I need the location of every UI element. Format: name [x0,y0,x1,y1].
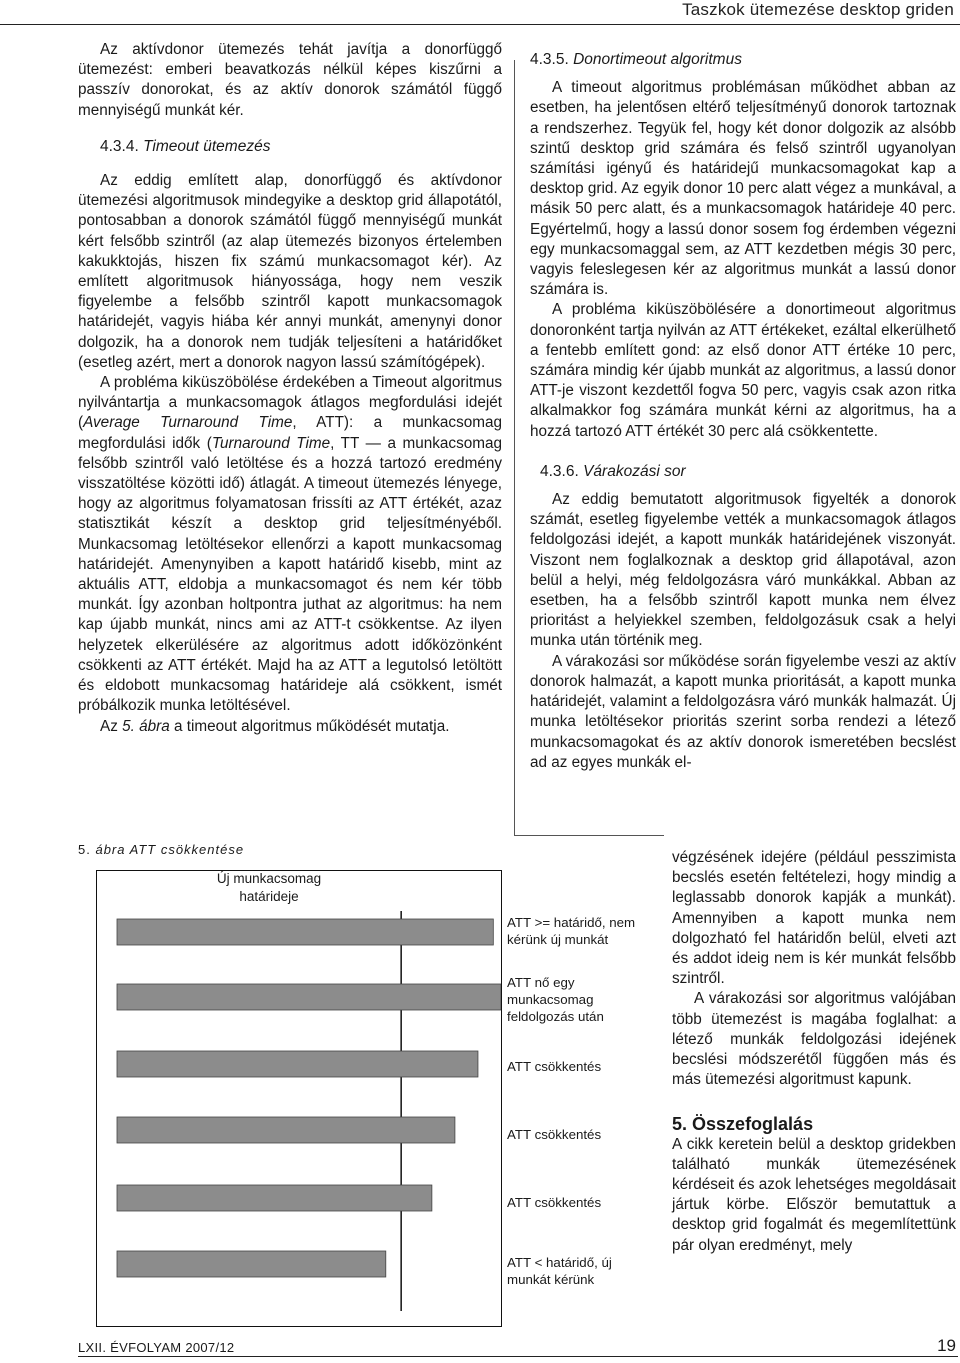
queue-paragraph-1: Az eddig bemutatott algoritmusok figyelték a donorok számát, esetleg figyelembe vették a munkacsomagok átlagos feldolgozási idejét, a kapott munkák határidejének viszonyát. Viszont nem foglalkoznak a desktop grid állapotával, azon belül a helyi, még feldolgozásra váró munkákkal. Abban az esetben, ha a felsőbb szintről kapott munka nem élvez prioritást a helyiekkel szemben, feldolgozásuk csak a helyi munka után történik meg. [530,491,956,650]
queue-paragraph-3: A várakozási sor algoritmus valójában több ütemezést is magába foglalhat: a létező munkák feldolgozási idejének becslési módszerétől függően más és más ütemezési algoritmust kapunk. [672,990,956,1089]
term-italic: Turnaround Time [211,434,331,452]
column-divider [514,60,515,836]
deadline-label-line-2: határideje [239,889,299,904]
heading-number: 4.3.5. [530,51,569,68]
bar-annotation-1: ATT >= határidő, nem kérünk új munkát [507,915,636,947]
deadline-label-line-1: Új munkacsomag [216,871,322,886]
att-bar-4 [117,1117,455,1143]
heading-title: Várakozási sor [583,462,686,480]
column-divider-foot [514,835,664,836]
att-chart [97,871,501,1326]
queue-paragraph-2-continued: végzésének idejére (például pesszimista becslés esetén feltételezi, hogy mindig a leglassabb donorok kapják a munkát). Amennyiben a kapott munka nem dolgozható fel határidőn belül, elveti azt és addot ideig nem is kér munkát felsőbb szintről. [672,849,956,988]
heading-number: 4.3.4. [100,137,139,155]
term-italic: Average Turnaround Time [83,414,293,432]
timeout-paragraph-2 [78,373,502,716]
bar-annotation-2: ATT nő egy munkacsomag feldolgozás után [507,975,604,1024]
intro-paragraph: Az aktívdonor ütemezés tehát javítja a donorfüggő ütemezést: emberi beavatkozás nélkül képes kiszűrni a passzív donorokat, és az aktív donorok számától függő mennyiségű munkát kér. [78,41,502,119]
queue-paragraph-2: A várakozási sor működése során figyelembe veszi az aktív donorok halmazát, a kapott munka prioritását, a kapott munka határidejét, valamint a feldolgozásra váró munkák halmazát. Új munka letöltésekor prioritás szerint sorba rendezi a létező munkacsomagokat és az aktív donorok ismeretében becslést ad az egyes munkák el- [530,652,956,771]
figure-caption [78,842,244,857]
footer-page-number: 19 [937,1336,956,1355]
att-bar-1 [117,919,493,945]
right-column [530,50,956,771]
att-bar-3 [117,1051,478,1077]
text-run: A probléma kiküszöbölése érdekében a Timeout algoritmus nyilvántartja a munkacsomagok átlagos megfordulási idejét ( [78,374,502,432]
text-run: a timeout algoritmus működését mutatja. [169,717,450,735]
section-heading-5 [672,1114,956,1134]
heading-title: Összefoglalás [692,1114,814,1135]
text-run: , ATT): a munkacsomag megfordulási idők ( [78,414,502,452]
section-heading-4-3-6 [530,462,956,482]
bar-annotation-6: ATT < határidő, új munkát kérünk [507,1255,612,1287]
heading-title: Timeout ütemezés [143,137,271,155]
section-heading-4-3-4 [78,137,502,157]
donortimeout-paragraph-1: A timeout algoritmus problémásan működhet abban az esetben, ha jelentősen eltérő teljesítményű donorok tartoznak a rendszerhez. Tegyük fel, hogy két donor dolgozik az alsóbb szintű desktop grid számára és felső szintről ugyanolyan számítási igényű és határidejű munkacsomagokat kap a desktop grid. Az egyik donor 10 perc alatt végez a munkával, a másik 50 perc alatt, és a munkacsomagok határideje 40 perc. Egyértelmű, hogy a lassú donor sosem fog érdemben végezni egy munkacsomaggal sem, az ATT kezdetben mégis 30 perc, vagyis feleslegesen kér az algoritmus munkát a lassú donor számára is. [530,79,956,299]
figure-number: 5. [78,842,91,857]
timeout-paragraph-3 [78,717,502,737]
figure-reference: 5. ábra [122,717,170,735]
header-rule [0,24,960,25]
footer-rule [78,1356,958,1357]
running-header-title: Taszkok ütemezése desktop griden [682,0,954,19]
heading-title: Donortimeout algoritmus [573,51,742,68]
att-bar-5 [117,1185,432,1211]
left-column [78,40,502,737]
att-bar-2 [117,984,501,1010]
bar-annotation-4: ATT csökkentés [507,1127,602,1142]
summary-paragraph: A cikk keretein belül a desktop gridekben található munkák ütemezésének kérdéseit és azok lehetséges megoldásait jártuk körbe. Először bemutattuk a desktop grid fogalmát és megemlítettünk pár olyan eredményt, mely [672,1135,957,1254]
bar-annotation-3: ATT csökkentés [507,1059,602,1074]
figure-caption-text: ábra ATT csökkentése [95,842,245,857]
heading-number: 4.3.6. [540,462,579,480]
text-run: , TT — a munkacsomag felsőbb szintről való letöltése és a hozzá tartozó eredmény visszatöltése közötti idő) átlagát. A timeout ütemezés lényege, hogy az algoritmus folyamatosan frissíti az ATT értékét, azaz statisztikát készít a desktop grid teljesítményéből. Munkacsomag letöltésekor ellenőrzi a kapott munkacsomag határidejét. Amenynyiben a kapott határidő kisebb, mint az aktuális ATT, eldobja a munkacsomagot és nem kér több munkát. Így azonban holtpontra juthat az algoritmus: ha nem kap újabb munkát, nincs ami az ATT-t csökkentse. Az ilyen helyzetek elkerülésére az algoritmus adott időközönként csökkenti az ATT értékét. Majd ha az ATT a legutolsó letöltött és eldobott munkacsomag határideje alá csökkent, ismét próbálkozik munka letöltésével. [78,434,502,715]
heading-number: 5. [672,1114,688,1135]
donortimeout-paragraph-2: A probléma kiküszöbölésére a donortimeout algoritmus donoronként tartja nyilván az ATT értékeket, ezáltal elkerülhető a fentebb említett gond: az első donor ATT értéke 10 perc, számára mindig kér újabb munkát az algoritmus, a lassú donor ATT-je viszont kezdettől fogva 50 perc, vagyis csak azon ritka alkalmakkor fog számára munkát kérni az algoritmus, ha a hozzá tartozó ATT értékét 30 perc alá csökkentette. [530,301,956,440]
section-heading-4-3-5 [530,50,956,70]
bar-annotation-5: ATT csökkentés [507,1195,602,1210]
right-column-lower [672,848,956,1256]
att-bar-6 [117,1251,386,1277]
figure-frame [96,870,502,1327]
timeout-paragraph-1: Az eddig említett alap, donorfüggő és aktívdonor ütemezési algoritmusok mindegyike a desktop grid állapotától, pontosabban a donorok számától függő mennyiségű munkát kért felsőbb szintről (az alap ütemezés bizonyos értelemben kakukktojás, hiszen fix számú munkacsomagot kér). Az említett algoritmusok hiányossága, hogy nem veszik figyelembe a felsőbb szintről kapott munkacsomagok határidejét, vagyis hiába kér annyi munkát, amenynyi donor dolgozik, ha a donorok nem tudják teljesíteni a határidőket (esetleg azért, mert a donorok nagyon lassú számítógépek). [78,172,502,371]
footer-volume: LXII. ÉVFOLYAM 2007/12 [78,1340,235,1355]
text-run: Az [100,717,123,735]
